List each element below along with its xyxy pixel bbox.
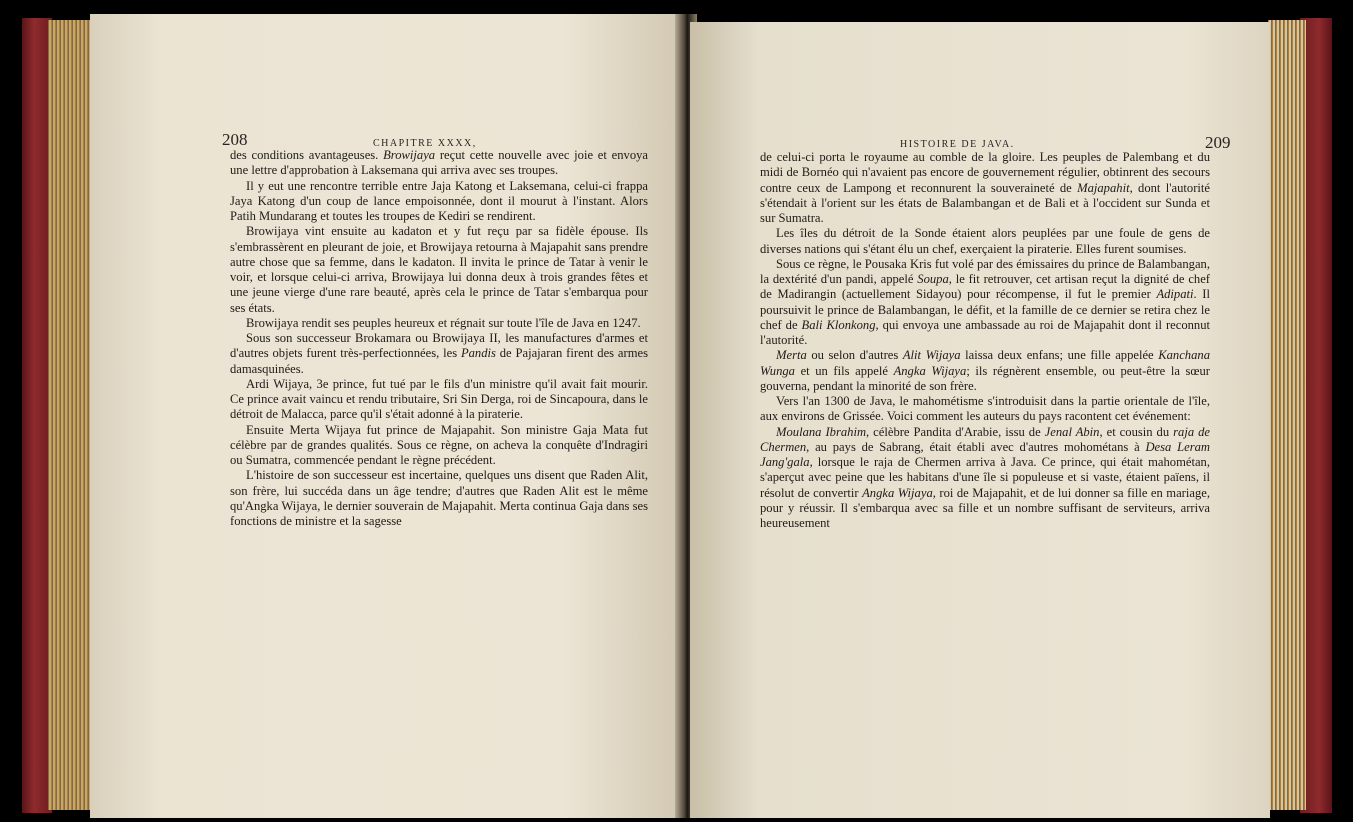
italic-run: Moulana Ibrahim bbox=[776, 424, 867, 439]
paragraph: Moulana Ibrahim, célèbre Pandita d'Arabie, issu de Jenal Abin, et cousin du raja de Chermen, au pays de Sabrang, était établi avec d'autres mohométans à Desa Leram Jang'gala, lorsque le raja de Chermen arriva à Java. Ce prince, qui était mahométan, s'aperçut avec peine que les habitans d'une île si populeuse et si vaste, étaient païens, il résolut de convertir Angka Wijaya, roi de Majapahit, et de lui donner sa fille en mariage, pour y réussir. Il s'embarqua avec sa fille et un nombre suffisant de serviteurs, arriva heureusement bbox=[760, 424, 1210, 530]
paragraph: Browijaya rendit ses peuples heureux et régnait sur toute l'île de Java en 1247. bbox=[246, 315, 641, 330]
paragraph: Vers l'an 1300 de Java, le mahométisme s'introduisit dans la partie orientale de l'île, aux environs de Grissée. Voici comment les auteurs du pays racontent cet événement: bbox=[760, 394, 1210, 424]
italic-run: raja de Chermen bbox=[760, 424, 1210, 454]
paragraph: Les îles du détroit de la Sonde étaient alors peuplées par une foule de gens de diverses nations qui s'étant élu un chef, exerçaient la piraterie. Elles furent soumises. bbox=[760, 226, 1210, 256]
page-number: 209 bbox=[1205, 133, 1231, 152]
italic-run: Merta bbox=[776, 348, 807, 363]
italic-run: Pandis bbox=[460, 346, 496, 361]
italic-run: Bali Klonkong bbox=[801, 317, 876, 332]
italic-run: Majapahit bbox=[1077, 180, 1130, 195]
italic-run: Alit Wijaya bbox=[902, 348, 961, 363]
left-page bbox=[90, 14, 682, 818]
page-text bbox=[230, 148, 648, 529]
italic-run: Jenal Abin bbox=[1044, 424, 1100, 439]
paragraph: Ardi Wijaya, 3e prince, fut tué par le fils d'un ministre qu'il avait fait mourir. Ce prince avait vaincu et rendu tributaire, Sri Sin Derga, roi de Sincapoura, dans le détroit de Malacca, parce qu'il s'était adonné à la piraterie. bbox=[230, 376, 648, 422]
page-edges-left bbox=[48, 20, 92, 810]
page-text bbox=[760, 150, 1210, 531]
italic-run: Browijaya bbox=[383, 148, 436, 162]
italic-run: Soupa bbox=[917, 272, 949, 286]
italic-run: Adipati bbox=[1156, 287, 1194, 302]
running-head: CHAPITRE XXXX, bbox=[373, 138, 477, 149]
italic-run: Angka Wijaya bbox=[893, 363, 967, 378]
paragraph: Il y eut une rencontre terrible entre Jaja Katong et Laksemana, celui-ci frappa Jaya Katong d'un coup de lance empoisonnée, dont il mourut à l'instant. Alors Patih Mundarang et toutes les troupes de Kediri se rendirent. bbox=[230, 178, 648, 223]
paragraph: de celui-ci porta le royaume au comble de la gloire. Les peuples de Palembang et du midi de Bornéo qui n'avaient pas encore de gouvernement régulier, obtinrent des secours contre ceux de Lampong et reconnurent la souveraineté de Majapahit, dont l'autorité s'étendait à l'orient sur les états de Balambangan et de Bali et à l'occident sur Sunda et sur Sumatra. bbox=[760, 150, 1210, 225]
running-head: HISTOIRE DE JAVA. bbox=[900, 139, 1015, 150]
paragraph: L'histoire de son successeur est incertaine, quelques uns disent que Raden Alit, son frère, lui succéda dans un âge tendre; d'autres que Raden Alit est le même qu'Angka Wijaya, le dernier souverain de Majapahit. Merta continua Gaja dans ses fonctions de ministre et la sagesse bbox=[230, 468, 648, 528]
italic-run: Kanchana Wunga bbox=[760, 348, 1210, 378]
right-page bbox=[690, 22, 1270, 818]
paragraph: Sous son successeur Brokamara ou Browijaya II, les manufactures d'armes et d'autres objets furent très-perfectionnées, les Pandis de Pajajaran firent des armes damasquinées. bbox=[230, 331, 648, 376]
paragraph: Sous ce règne, le Pousaka Kris fut volé par des émissaires du prince de Balambangan, la dextérité d'un pandi, appelé Soupa, le fit retrouver, cet artisan reçut la dignité de chef de Madirangin (actuellement Sidayou) pour récompense, il fut le premier Adipati. Il poursuivit le prince de Balambangan, le défit, et la famille de ce dernier se retira chez le chef de Bali Klonkong, qui envoya une ambassade au roi de Majapahit dont il reconnut l'autorité. bbox=[760, 256, 1210, 347]
paragraph: Browijaya vint ensuite au kadaton et y fut reçu par sa fidèle épouse. Ils s'embrassèrent en pleurant de joie, et Browijaya retourna à Majapahit sans prendre autre chose que sa femme, dans le kadaton. Il invita le prince de Tatar à venir le voir, et lorsque celui-ci arriva, Browijaya lui donna deux à trois grandes fêtes et une jeune vierge d'une rare beauté, après cela le prince de Tatar s'embarqua pour ses états. bbox=[230, 224, 648, 315]
paragraph: Ensuite Merta Wijaya fut prince de Majapahit. Son ministre Gaja Mata fut célèbre par de grandes qualités. Sous ce règne, on acheva la conquête d'Indragiri ou Sumatra, commencée pendant le règne précédent. bbox=[230, 422, 648, 467]
italic-run: Desa Leram Jang'gala bbox=[760, 439, 1210, 469]
page-number: 208 bbox=[222, 130, 248, 149]
italic-run: Angka Wijaya bbox=[862, 485, 933, 500]
paragraph: Merta ou selon d'autres Alit Wijaya laissa deux enfans; une fille appelée Kanchana Wunga et un fils appelé Angka Wijaya; ils régnèrent ensemble, ou peut-être la sœur gouverna, pendant la minorité de son frère. bbox=[760, 348, 1210, 393]
page-edges-right bbox=[1268, 20, 1306, 810]
paragraph: des conditions avantageuses. Browijaya reçut cette nouvelle avec joie et envoya une lettre d'approbation à Laksemana qui arriva avec ses troupes. bbox=[230, 148, 648, 178]
